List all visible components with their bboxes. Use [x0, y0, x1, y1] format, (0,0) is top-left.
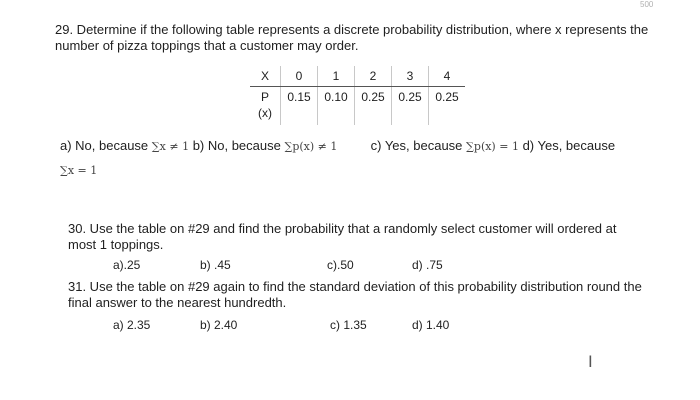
option-c-prefix: c) Yes, because — [370, 138, 463, 153]
p-value: 0.25 — [429, 87, 466, 126]
option-d-math: ∑x = 1 — [60, 164, 98, 177]
table-row-x — [250, 66, 465, 87]
q31-option-c: c) 1.35 — [330, 318, 367, 332]
q31-option-d: d) 1.40 — [412, 318, 450, 332]
p-value: 0.25 — [392, 87, 429, 126]
q30-option-a: a).25 — [113, 258, 141, 272]
p-label-text: P(x) — [258, 90, 272, 120]
p-value: 0.10 — [318, 87, 355, 126]
q31-option-b: b) 2.40 — [200, 318, 238, 332]
x-value: 1 — [318, 66, 355, 87]
x-value: 2 — [355, 66, 392, 87]
page-number: 500 — [640, 0, 654, 9]
option-b-prefix: b) No, because — [192, 138, 281, 153]
option-a-math: ∑x ≠ 1 — [151, 140, 190, 153]
q30-option-b: b) .45 — [200, 258, 231, 272]
x-value: 4 — [429, 66, 466, 87]
probability-table — [250, 66, 465, 125]
option-c-math: ∑p(x) = 1 — [466, 140, 519, 153]
p-label — [250, 87, 281, 126]
table-row-p — [250, 87, 465, 126]
option-d-prefix: d) Yes, because — [522, 138, 616, 153]
q31-option-a: a) 2.35 — [113, 318, 151, 332]
p-value: 0.25 — [355, 87, 392, 126]
x-label: X — [250, 66, 281, 87]
text-cursor-icon: I — [588, 352, 593, 371]
question-29-text: 29. Determine if the following table represents a discrete probability distribution, where x represents the number of pizza toppings that a customer may order. — [55, 22, 649, 53]
q30-option-c: c).50 — [327, 258, 354, 272]
option-b-math: ∑p(x) ≠ 1 — [284, 140, 338, 153]
option-a-prefix: a) No, because — [60, 138, 149, 153]
question-30-text: 30. Use the table on #29 and find the probability that a randomly select customer will ordered at most 1 toppings. — [68, 221, 617, 252]
question-29-options — [60, 138, 615, 153]
x-value: 3 — [392, 66, 429, 87]
x-value: 0 — [281, 66, 318, 87]
question-31-text: 31. Use the table on #29 again to find the standard deviation of this probability distribution round the final answer to the nearest hundredth. — [68, 279, 642, 310]
q30-option-d: d) .75 — [412, 258, 443, 272]
p-value: 0.15 — [281, 87, 318, 126]
